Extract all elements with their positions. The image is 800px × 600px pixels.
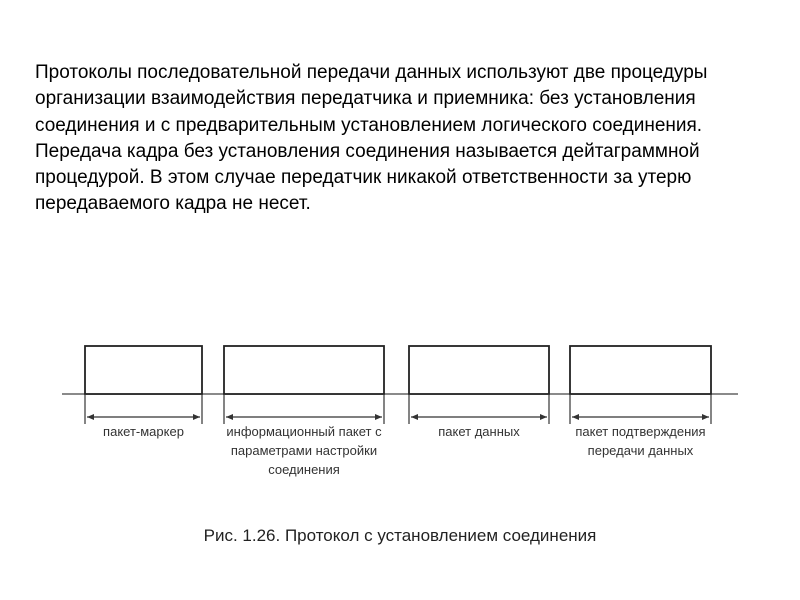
packet-label-marker: пакет-маркер	[103, 424, 184, 439]
figure-caption-text: Рис. 1.26. Протокол с установлением соединения	[203, 526, 597, 545]
packet-label-setup: информационный пакет с параметрами настройки соединения	[226, 424, 382, 477]
paragraph-1: Протоколы последовательной передачи данных используют две процедуры организации взаимодействия передатчика и приемника: без установления соединения и с предварительным установлением логического соединения.	[35, 62, 708, 136]
packet-box-data	[409, 346, 549, 394]
figure-caption	[0, 526, 800, 546]
packet-label-data: пакет данных	[438, 424, 520, 439]
packet-label-ack: пакет подтверждения передачи данных	[575, 424, 706, 458]
paragraph-2: Передача кадра без установления соединения называется дейтаграммной процедурой. В этом случае передатчик никакой ответственности за утерю передаваемого кадра не несет.	[35, 140, 700, 215]
packet-box-marker	[85, 346, 202, 394]
packet-box-setup	[224, 346, 384, 394]
packet-box-ack	[570, 346, 711, 394]
